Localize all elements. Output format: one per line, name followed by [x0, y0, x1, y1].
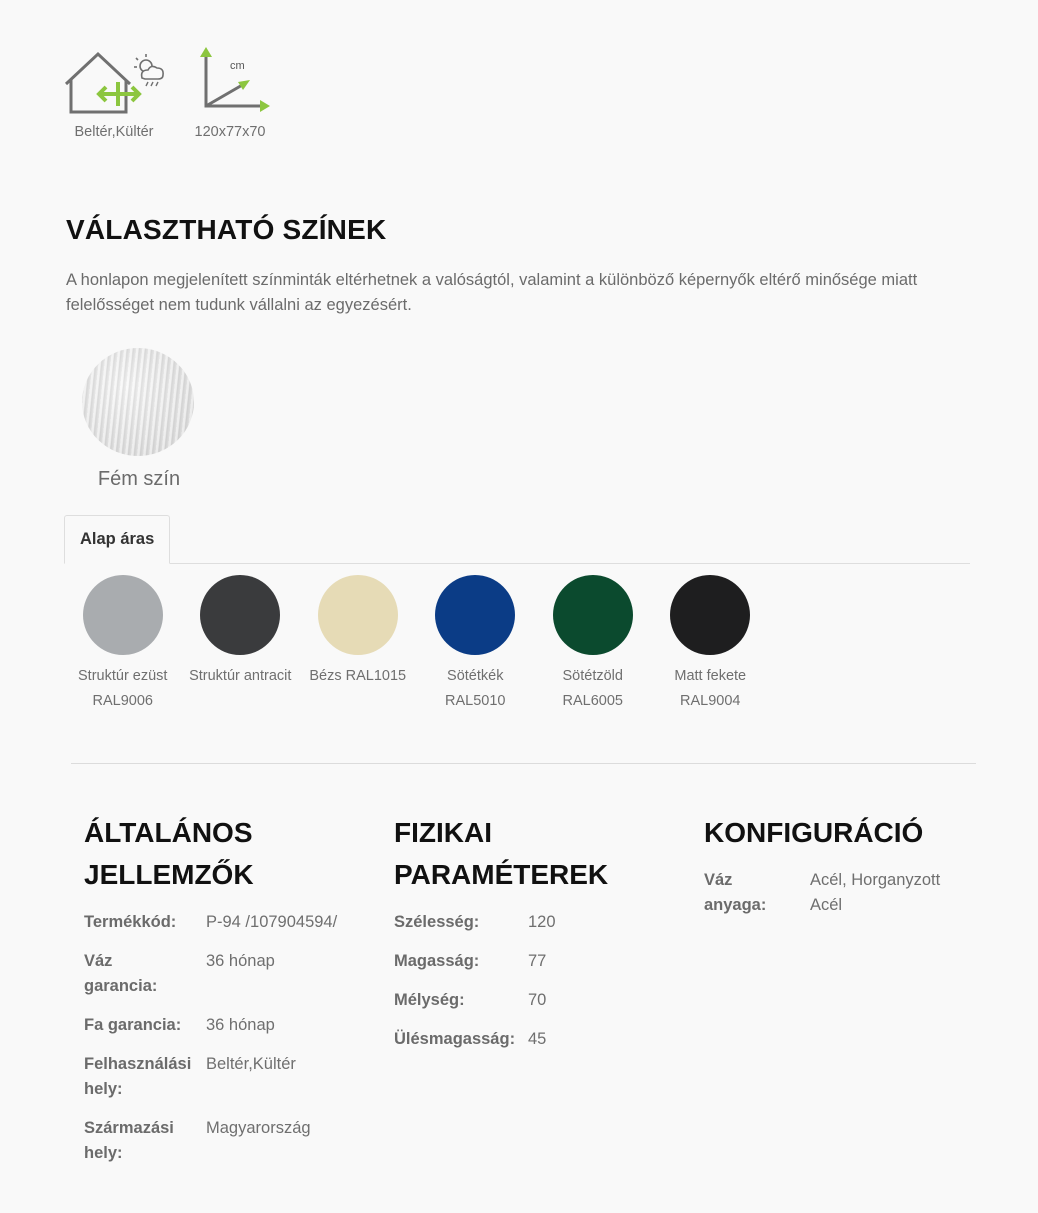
physical-specs-title: FIZIKAI PARAMÉTEREK — [394, 817, 609, 890]
section-divider — [71, 763, 976, 764]
feature-icons — [62, 44, 294, 140]
spec-value: P-94 /107904594/ — [206, 913, 338, 931]
feature-label: Beltér,Kültér — [74, 124, 154, 140]
spec-value: 36 hónap — [206, 952, 275, 970]
colors-section-title: VÁLASZTHATÓ SZÍNEK — [66, 214, 387, 245]
spec-value: Magyarország — [206, 1119, 311, 1137]
swatch-label: Matt fekete RAL9004 — [674, 668, 747, 709]
metal-color-circle[interactable] — [82, 348, 194, 456]
spec-key: Váz garancia: — [84, 952, 158, 995]
spec-key: Magasság: — [394, 952, 480, 970]
spec-key: Ülésmagasság: — [394, 1030, 516, 1048]
spec-row — [704, 868, 994, 918]
spec-key: Váz anyaga: — [704, 871, 767, 914]
spec-key: Termékkód: — [84, 913, 177, 931]
spec-value: 120 — [528, 913, 556, 931]
unit-label: cm — [230, 60, 245, 72]
color-swatch[interactable] — [64, 575, 182, 714]
spec-value: 36 hónap — [206, 1016, 275, 1034]
color-swatch[interactable] — [182, 575, 300, 714]
swatch-label: Sötétzöld RAL6005 — [562, 668, 623, 709]
spec-key: Fa garancia: — [84, 1016, 182, 1034]
feature-label: 120x77x70 — [194, 124, 266, 140]
feature-indoor-outdoor — [62, 44, 166, 140]
swatch-circle[interactable] — [553, 575, 633, 655]
spec-value: Beltér,Kültér — [206, 1055, 296, 1073]
metal-color-label: Fém szín — [97, 468, 181, 490]
color-swatch[interactable] — [299, 575, 417, 714]
physical-specs — [394, 812, 684, 1066]
feature-dimensions — [190, 44, 270, 140]
swatch-circle[interactable] — [200, 575, 280, 655]
spec-row — [394, 1027, 684, 1052]
spec-key: Származási hely: — [84, 1119, 174, 1162]
general-specs — [84, 812, 374, 1180]
swatch-label: Struktúr antracit — [189, 668, 292, 684]
spec-key: Mélység: — [394, 991, 465, 1009]
swatch-circle[interactable] — [83, 575, 163, 655]
swatch-circle[interactable] — [318, 575, 398, 655]
spec-row — [84, 1013, 374, 1038]
spec-row — [394, 988, 684, 1013]
color-swatch[interactable] — [652, 575, 770, 714]
spec-row — [84, 1116, 374, 1166]
swatch-label: Bézs RAL1015 — [309, 668, 407, 684]
spec-value: Acél, Horganyzott Acél — [810, 871, 941, 914]
color-swatch[interactable] — [534, 575, 652, 714]
spec-key: Szélesség: — [394, 913, 480, 931]
tab-alap-aras[interactable]: Alap áras — [64, 515, 170, 564]
indoor-outdoor-icon — [62, 44, 166, 116]
spec-value: 70 — [528, 991, 547, 1009]
spec-row — [394, 910, 684, 935]
general-specs-title: ÁLTALÁNOS JELLEMZŐK — [84, 817, 254, 890]
swatch-circle[interactable] — [435, 575, 515, 655]
metal-color-swatch[interactable] — [82, 348, 196, 491]
dimensions-icon — [190, 44, 270, 116]
swatch-circle[interactable] — [670, 575, 750, 655]
spec-row — [84, 1052, 374, 1102]
spec-value: 45 — [528, 1030, 547, 1048]
spec-row — [84, 949, 374, 999]
spec-value: 77 — [528, 952, 547, 970]
color-tabs — [64, 515, 970, 564]
color-swatch[interactable] — [417, 575, 535, 714]
spec-key: Felhasználási hely: — [84, 1055, 192, 1098]
color-swatch-list — [64, 575, 769, 714]
swatch-label: Sötétkék RAL5010 — [445, 668, 506, 709]
spec-row — [394, 949, 684, 974]
configuration-specs — [704, 812, 994, 932]
spec-row — [84, 910, 374, 935]
color-disclaimer: A honlapon megjelenített színminták eltérhetnek a valóságtól, valamint a különböző képernyők eltérő minősége miatt felelősséget nem tudunk vállalni az egyezésért. — [66, 271, 918, 314]
swatch-label: Struktúr ezüst RAL9006 — [78, 668, 168, 709]
configuration-title: KONFIGURÁCIÓ — [704, 817, 924, 848]
